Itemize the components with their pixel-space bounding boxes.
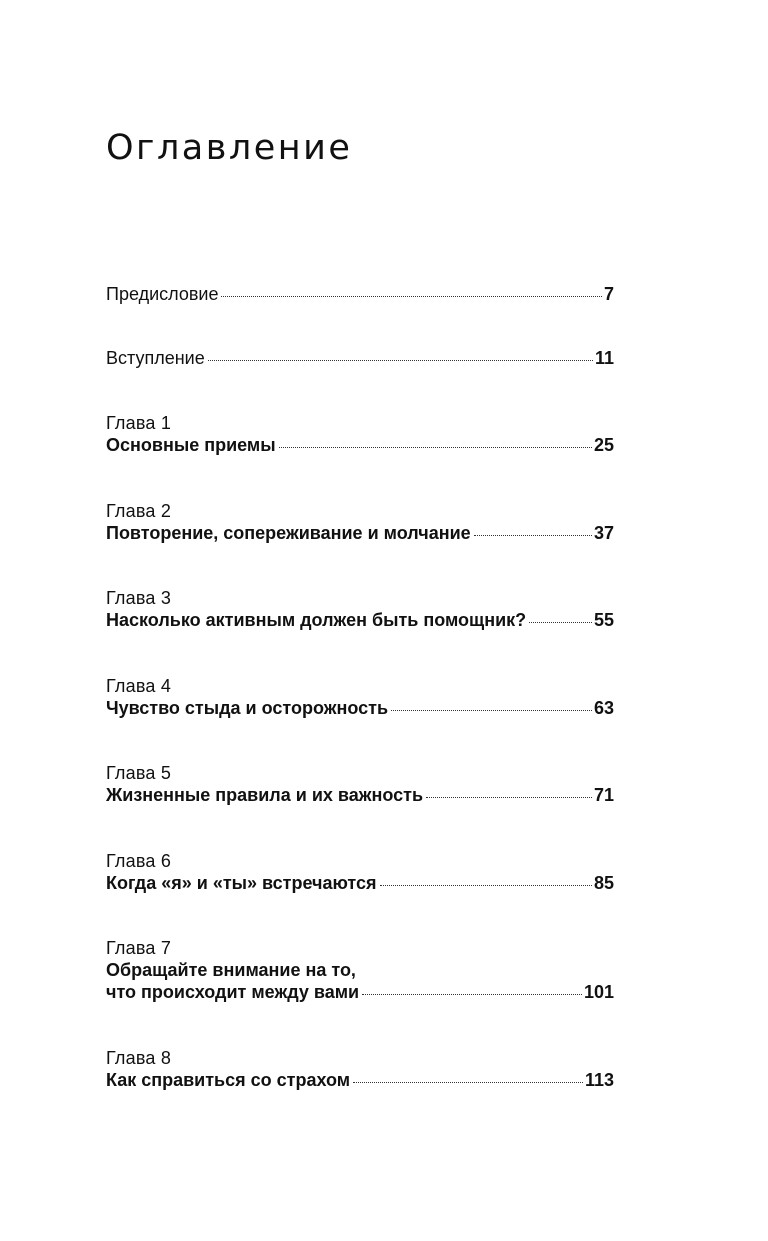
page-title: Оглавление (106, 128, 353, 168)
toc-line (106, 434, 614, 456)
toc-entry-title: Предисловие (106, 284, 219, 304)
toc-entry-title: Вступление (106, 348, 205, 368)
dot-leader (474, 535, 592, 536)
dot-leader (221, 296, 602, 297)
dot-leader (208, 360, 593, 361)
toc-page-number: 71 (593, 785, 614, 805)
toc-page-number: 37 (593, 523, 614, 543)
toc-entry-chapter-4[interactable] (106, 675, 614, 719)
toc-entry-chapter-6[interactable] (106, 850, 614, 894)
chapter-label: Глава 3 (106, 588, 172, 608)
chapter-label: Глава 6 (106, 851, 172, 871)
toc-page-number: 55 (593, 610, 614, 630)
dot-leader (391, 710, 592, 711)
toc-line (106, 981, 614, 1003)
toc-entry-title: Жизненные правила и их важность (106, 785, 424, 805)
toc-line (106, 347, 614, 369)
toc-entry-title: Повторение, сопереживание и молчание (106, 523, 471, 543)
toc-line (106, 609, 614, 631)
dot-leader (529, 622, 592, 623)
toc-entry-title-line-1: Обращайте внимание на то, (106, 960, 356, 980)
toc-line (106, 697, 614, 719)
toc-entry-title: Как справиться со страхом (106, 1070, 351, 1090)
toc-entry-chapter-7[interactable] (106, 937, 614, 1003)
toc-line (106, 872, 614, 894)
dot-leader (353, 1082, 583, 1083)
toc-line (106, 522, 614, 544)
toc-entry-title: что происходит между вами (106, 982, 360, 1002)
chapter-label: Глава 5 (106, 763, 172, 783)
toc-line (106, 1069, 614, 1091)
toc-page-number: 11 (594, 348, 614, 368)
toc-entry-title: Насколько активным должен быть помощник? (106, 610, 527, 630)
dot-leader (426, 797, 592, 798)
dot-leader (279, 447, 592, 448)
toc-entry-title: Чувство стыда и осторожность (106, 698, 389, 718)
dot-leader (380, 885, 592, 886)
toc-entry-chapter-1[interactable] (106, 412, 614, 456)
toc-page-number: 113 (584, 1070, 614, 1090)
toc-page-number: 63 (593, 698, 614, 718)
chapter-label: Глава 1 (106, 413, 172, 433)
toc-page-number: 101 (583, 982, 614, 1002)
toc-line (106, 784, 614, 806)
toc-entry-preface[interactable] (106, 283, 614, 305)
toc-page-number: 85 (593, 873, 614, 893)
toc-entry-chapter-8[interactable] (106, 1047, 614, 1091)
toc-entry-title: Основные приемы (106, 435, 276, 455)
chapter-label: Глава 7 (106, 938, 172, 958)
toc-entry-title: Когда «я» и «ты» встречаются (106, 873, 377, 893)
chapter-label: Глава 4 (106, 676, 172, 696)
toc-entry-chapter-2[interactable] (106, 500, 614, 544)
chapter-label: Глава 8 (106, 1048, 172, 1068)
toc-line (106, 283, 614, 305)
toc-page-number: 25 (593, 435, 614, 455)
dot-leader (362, 994, 582, 995)
toc-entry-introduction[interactable] (106, 347, 614, 369)
toc-entry-chapter-3[interactable] (106, 587, 614, 631)
chapter-label: Глава 2 (106, 501, 172, 521)
toc-page-number: 7 (603, 284, 614, 304)
toc-entry-chapter-5[interactable] (106, 762, 614, 806)
